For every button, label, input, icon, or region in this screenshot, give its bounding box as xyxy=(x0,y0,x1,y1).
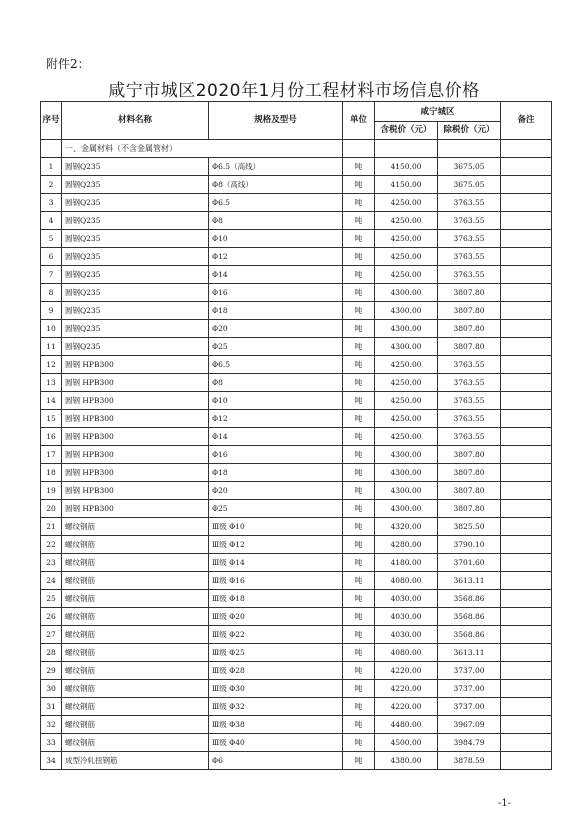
table-row xyxy=(41,158,552,176)
table-row xyxy=(41,554,552,572)
cell-price-notax: 3807.80 xyxy=(438,284,501,302)
category-seq-cell xyxy=(41,140,62,158)
cell-seq: 27 xyxy=(41,626,62,644)
table-row xyxy=(41,212,552,230)
cell-seq: 12 xyxy=(41,356,62,374)
cell-price-notax: 3878.59 xyxy=(438,752,501,770)
table-row xyxy=(41,248,552,266)
header-remark: 备注 xyxy=(501,102,552,140)
cell-price-notax: 3763.55 xyxy=(438,374,501,392)
cell-price-tax: 4030.00 xyxy=(375,626,438,644)
cell-unit: 吨 xyxy=(343,572,375,590)
cell-price-tax: 4250.00 xyxy=(375,356,438,374)
cell-unit: 吨 xyxy=(343,554,375,572)
cell-name: 圆钢 HPB300 xyxy=(62,500,209,518)
cell-price-tax: 4300.00 xyxy=(375,464,438,482)
cell-name: 圆钢Q235 xyxy=(62,302,209,320)
cell-price-notax: 3568.86 xyxy=(438,590,501,608)
table-row xyxy=(41,338,552,356)
cell-seq: 6 xyxy=(41,248,62,266)
cell-spec: Φ18 xyxy=(209,302,343,320)
header-seq: 序号 xyxy=(41,102,62,140)
cell-remark xyxy=(501,518,552,536)
cell-unit: 吨 xyxy=(343,266,375,284)
cell-spec: Φ20 xyxy=(209,482,343,500)
table-row xyxy=(41,698,552,716)
cell-seq: 11 xyxy=(41,338,62,356)
cell-unit: 吨 xyxy=(343,464,375,482)
table-row xyxy=(41,482,552,500)
cell-seq: 25 xyxy=(41,590,62,608)
cell-remark xyxy=(501,662,552,680)
table-row xyxy=(41,194,552,212)
category-tax-cell xyxy=(375,140,438,158)
table-row xyxy=(41,464,552,482)
cell-name: 圆钢Q235 xyxy=(62,194,209,212)
cell-price-tax: 4250.00 xyxy=(375,374,438,392)
cell-price-tax: 4250.00 xyxy=(375,428,438,446)
table-row xyxy=(41,374,552,392)
cell-price-tax: 4280.00 xyxy=(375,536,438,554)
cell-name: 螺纹钢筋 xyxy=(62,608,209,626)
cell-remark xyxy=(501,500,552,518)
cell-name: 螺纹钢筋 xyxy=(62,590,209,608)
cell-remark xyxy=(501,176,552,194)
cell-price-tax: 4300.00 xyxy=(375,338,438,356)
table-row xyxy=(41,680,552,698)
table-row xyxy=(41,500,552,518)
cell-name: 螺纹钢筋 xyxy=(62,554,209,572)
cell-price-tax: 4030.00 xyxy=(375,608,438,626)
cell-name: 圆钢 HPB300 xyxy=(62,410,209,428)
cell-spec: Φ10 xyxy=(209,230,343,248)
cell-remark xyxy=(501,572,552,590)
cell-price-tax: 4300.00 xyxy=(375,284,438,302)
cell-name: 螺纹钢筋 xyxy=(62,572,209,590)
cell-spec: Φ16 xyxy=(209,284,343,302)
cell-seq: 30 xyxy=(41,680,62,698)
category-notax-cell xyxy=(438,140,501,158)
cell-unit: 吨 xyxy=(343,518,375,536)
cell-seq: 31 xyxy=(41,698,62,716)
cell-seq: 5 xyxy=(41,230,62,248)
cell-price-notax: 3763.55 xyxy=(438,248,501,266)
cell-unit: 吨 xyxy=(343,698,375,716)
cell-remark xyxy=(501,302,552,320)
table-row xyxy=(41,410,552,428)
cell-price-tax: 4250.00 xyxy=(375,248,438,266)
cell-remark xyxy=(501,158,552,176)
cell-seq: 4 xyxy=(41,212,62,230)
cell-spec: Ⅲ级 Φ16 xyxy=(209,572,343,590)
cell-seq: 19 xyxy=(41,482,62,500)
cell-price-notax: 3737.00 xyxy=(438,662,501,680)
cell-unit: 吨 xyxy=(343,446,375,464)
cell-spec: Φ25 xyxy=(209,338,343,356)
cell-unit: 吨 xyxy=(343,212,375,230)
cell-remark xyxy=(501,554,552,572)
cell-price-tax: 4250.00 xyxy=(375,212,438,230)
cell-price-notax: 3763.55 xyxy=(438,392,501,410)
cell-remark xyxy=(501,212,552,230)
cell-unit: 吨 xyxy=(343,338,375,356)
cell-price-notax: 3737.00 xyxy=(438,680,501,698)
cell-seq: 14 xyxy=(41,392,62,410)
cell-price-notax: 3737.00 xyxy=(438,698,501,716)
table-row xyxy=(41,266,552,284)
cell-price-tax: 4300.00 xyxy=(375,320,438,338)
cell-price-notax: 3763.55 xyxy=(438,266,501,284)
cell-unit: 吨 xyxy=(343,716,375,734)
cell-price-tax: 4250.00 xyxy=(375,392,438,410)
cell-price-tax: 4080.00 xyxy=(375,572,438,590)
cell-seq: 3 xyxy=(41,194,62,212)
cell-price-tax: 4080.00 xyxy=(375,644,438,662)
cell-price-notax: 3790.10 xyxy=(438,536,501,554)
cell-price-tax: 4250.00 xyxy=(375,230,438,248)
cell-price-notax: 3807.80 xyxy=(438,320,501,338)
cell-seq: 34 xyxy=(41,752,62,770)
cell-spec: Φ20 xyxy=(209,320,343,338)
cell-name: 圆钢 HPB300 xyxy=(62,428,209,446)
cell-spec: Ⅲ级 Φ32 xyxy=(209,698,343,716)
cell-price-tax: 4250.00 xyxy=(375,266,438,284)
table-row xyxy=(41,230,552,248)
cell-price-tax: 4380.00 xyxy=(375,752,438,770)
category-label: 一、金属材料（不含金属管材） xyxy=(62,140,343,158)
cell-price-tax: 4300.00 xyxy=(375,482,438,500)
header-name: 材料名称 xyxy=(62,102,209,140)
cell-remark xyxy=(501,536,552,554)
cell-unit: 吨 xyxy=(343,410,375,428)
cell-price-notax: 3967.09 xyxy=(438,716,501,734)
cell-price-notax: 3807.80 xyxy=(438,500,501,518)
cell-price-notax: 3807.80 xyxy=(438,338,501,356)
cell-seq: 18 xyxy=(41,464,62,482)
cell-price-tax: 4500.00 xyxy=(375,734,438,752)
cell-seq: 23 xyxy=(41,554,62,572)
cell-price-tax: 4180.00 xyxy=(375,554,438,572)
cell-price-notax: 3807.80 xyxy=(438,464,501,482)
cell-spec: Φ6.5 xyxy=(209,356,343,374)
header-row-top xyxy=(41,102,552,122)
cell-name: 螺纹钢筋 xyxy=(62,536,209,554)
cell-spec: Ⅲ级 Φ22 xyxy=(209,626,343,644)
cell-remark xyxy=(501,680,552,698)
table-row xyxy=(41,392,552,410)
price-table xyxy=(40,101,552,770)
cell-unit: 吨 xyxy=(343,752,375,770)
cell-unit: 吨 xyxy=(343,662,375,680)
cell-spec: Φ6.5（高线） xyxy=(209,158,343,176)
table-row xyxy=(41,572,552,590)
cell-price-tax: 4300.00 xyxy=(375,446,438,464)
table-row xyxy=(41,536,552,554)
cell-name: 圆钢 HPB300 xyxy=(62,464,209,482)
cell-seq: 21 xyxy=(41,518,62,536)
cell-remark xyxy=(501,716,552,734)
cell-seq: 26 xyxy=(41,608,62,626)
cell-price-notax: 3701.60 xyxy=(438,554,501,572)
cell-name: 螺纹钢筋 xyxy=(62,644,209,662)
cell-spec: Φ16 xyxy=(209,446,343,464)
cell-remark xyxy=(501,608,552,626)
cell-seq: 10 xyxy=(41,320,62,338)
cell-unit: 吨 xyxy=(343,644,375,662)
cell-price-notax: 3763.55 xyxy=(438,212,501,230)
cell-remark xyxy=(501,374,552,392)
table-row xyxy=(41,626,552,644)
cell-spec: Ⅲ级 Φ28 xyxy=(209,662,343,680)
table-row xyxy=(41,428,552,446)
cell-spec: Φ8 xyxy=(209,212,343,230)
cell-unit: 吨 xyxy=(343,428,375,446)
cell-seq: 29 xyxy=(41,662,62,680)
cell-spec: Φ10 xyxy=(209,392,343,410)
cell-price-notax: 3763.55 xyxy=(438,230,501,248)
cell-price-tax: 4150.00 xyxy=(375,176,438,194)
cell-spec: Φ25 xyxy=(209,500,343,518)
cell-price-notax: 3984.79 xyxy=(438,734,501,752)
cell-unit: 吨 xyxy=(343,680,375,698)
cell-unit: 吨 xyxy=(343,608,375,626)
table-row xyxy=(41,752,552,770)
cell-remark xyxy=(501,752,552,770)
cell-remark xyxy=(501,464,552,482)
cell-seq: 33 xyxy=(41,734,62,752)
cell-name: 圆钢 HPB300 xyxy=(62,482,209,500)
cell-name: 圆钢Q235 xyxy=(62,212,209,230)
cell-name: 圆钢Q235 xyxy=(62,266,209,284)
cell-price-tax: 4220.00 xyxy=(375,680,438,698)
cell-price-notax: 3807.80 xyxy=(438,446,501,464)
table-row xyxy=(41,356,552,374)
cell-remark xyxy=(501,446,552,464)
table-body xyxy=(41,140,552,770)
cell-price-notax: 3675.05 xyxy=(438,158,501,176)
cell-unit: 吨 xyxy=(343,536,375,554)
cell-name: 圆钢Q235 xyxy=(62,176,209,194)
cell-name: 圆钢 HPB300 xyxy=(62,392,209,410)
cell-price-tax: 4030.00 xyxy=(375,590,438,608)
cell-price-tax: 4250.00 xyxy=(375,194,438,212)
cell-price-tax: 4300.00 xyxy=(375,302,438,320)
cell-name: 圆钢Q235 xyxy=(62,230,209,248)
cell-unit: 吨 xyxy=(343,302,375,320)
cell-seq: 32 xyxy=(41,716,62,734)
cell-price-notax: 3763.55 xyxy=(438,428,501,446)
cell-seq: 7 xyxy=(41,266,62,284)
cell-name: 成型冷轧扭钢筋 xyxy=(62,752,209,770)
cell-unit: 吨 xyxy=(343,482,375,500)
table-row xyxy=(41,176,552,194)
cell-remark xyxy=(501,392,552,410)
cell-remark xyxy=(501,284,552,302)
cell-spec: Ⅲ级 Φ40 xyxy=(209,734,343,752)
cell-seq: 2 xyxy=(41,176,62,194)
cell-unit: 吨 xyxy=(343,320,375,338)
cell-seq: 22 xyxy=(41,536,62,554)
cell-name: 螺纹钢筋 xyxy=(62,734,209,752)
cell-remark xyxy=(501,590,552,608)
cell-seq: 24 xyxy=(41,572,62,590)
cell-price-notax: 3763.55 xyxy=(438,410,501,428)
table-row xyxy=(41,644,552,662)
header-region: 咸宁城区 xyxy=(375,102,501,122)
cell-remark xyxy=(501,734,552,752)
cell-price-notax: 3807.80 xyxy=(438,302,501,320)
cell-name: 螺纹钢筋 xyxy=(62,518,209,536)
header-unit: 单位 xyxy=(343,102,375,140)
cell-seq: 20 xyxy=(41,500,62,518)
cell-seq: 1 xyxy=(41,158,62,176)
cell-unit: 吨 xyxy=(343,374,375,392)
cell-spec: Φ14 xyxy=(209,266,343,284)
cell-remark xyxy=(501,428,552,446)
cell-spec: Φ12 xyxy=(209,248,343,266)
cell-price-tax: 4150.00 xyxy=(375,158,438,176)
cell-name: 螺纹钢筋 xyxy=(62,662,209,680)
table-row xyxy=(41,590,552,608)
cell-unit: 吨 xyxy=(343,734,375,752)
cell-unit: 吨 xyxy=(343,590,375,608)
cell-price-tax: 4250.00 xyxy=(375,410,438,428)
cell-remark xyxy=(501,644,552,662)
category-remark-cell xyxy=(501,140,552,158)
cell-seq: 8 xyxy=(41,284,62,302)
cell-remark xyxy=(501,338,552,356)
cell-remark xyxy=(501,482,552,500)
cell-unit: 吨 xyxy=(343,356,375,374)
cell-spec: Φ14 xyxy=(209,428,343,446)
cell-price-notax: 3807.80 xyxy=(438,482,501,500)
header-price-tax: 含税价（元） xyxy=(375,122,438,140)
cell-price-notax: 3763.55 xyxy=(438,194,501,212)
cell-name: 圆钢Q235 xyxy=(62,320,209,338)
cell-price-notax: 3763.55 xyxy=(438,356,501,374)
cell-seq: 16 xyxy=(41,428,62,446)
cell-name: 圆钢 HPB300 xyxy=(62,446,209,464)
cell-unit: 吨 xyxy=(343,392,375,410)
cell-price-notax: 3825.50 xyxy=(438,518,501,536)
cell-name: 螺纹钢筋 xyxy=(62,698,209,716)
cell-spec: Φ6.5 xyxy=(209,194,343,212)
category-row xyxy=(41,140,552,158)
cell-unit: 吨 xyxy=(343,626,375,644)
cell-price-notax: 3568.86 xyxy=(438,608,501,626)
cell-name: 螺纹钢筋 xyxy=(62,626,209,644)
cell-remark xyxy=(501,410,552,428)
cell-unit: 吨 xyxy=(343,248,375,266)
cell-name: 圆钢 HPB300 xyxy=(62,374,209,392)
cell-price-notax: 3613.11 xyxy=(438,572,501,590)
cell-seq: 13 xyxy=(41,374,62,392)
cell-price-notax: 3568.86 xyxy=(438,626,501,644)
cell-price-tax: 4220.00 xyxy=(375,698,438,716)
header-spec: 规格及型号 xyxy=(209,102,343,140)
cell-remark xyxy=(501,266,552,284)
cell-spec: Φ18 xyxy=(209,464,343,482)
cell-remark xyxy=(501,356,552,374)
cell-spec: Φ8（高线） xyxy=(209,176,343,194)
cell-seq: 28 xyxy=(41,644,62,662)
cell-price-notax: 3675.05 xyxy=(438,176,501,194)
cell-price-tax: 4480.00 xyxy=(375,716,438,734)
document-title: 咸宁市城区2020年1月份工程材料市场信息价格 xyxy=(108,81,480,101)
table-row xyxy=(41,446,552,464)
cell-spec: Ⅲ级 Φ10 xyxy=(209,518,343,536)
cell-price-notax: 3613.11 xyxy=(438,644,501,662)
cell-name: 圆钢Q235 xyxy=(62,284,209,302)
cell-spec: Ⅲ级 Φ25 xyxy=(209,644,343,662)
cell-spec: Ⅲ级 Φ30 xyxy=(209,680,343,698)
cell-unit: 吨 xyxy=(343,194,375,212)
page-number: -1- xyxy=(498,798,512,809)
cell-spec: Ⅲ级 Φ18 xyxy=(209,590,343,608)
table-row xyxy=(41,518,552,536)
cell-name: 螺纹钢筋 xyxy=(62,680,209,698)
cell-spec: Ⅲ级 Φ20 xyxy=(209,608,343,626)
cell-remark xyxy=(501,320,552,338)
cell-unit: 吨 xyxy=(343,230,375,248)
cell-unit: 吨 xyxy=(343,284,375,302)
cell-name: 圆钢Q235 xyxy=(62,338,209,356)
table-row xyxy=(41,716,552,734)
cell-spec: Φ12 xyxy=(209,410,343,428)
cell-seq: 9 xyxy=(41,302,62,320)
table-row xyxy=(41,608,552,626)
table-row xyxy=(41,320,552,338)
cell-name: 圆钢Q235 xyxy=(62,248,209,266)
cell-seq: 15 xyxy=(41,410,62,428)
category-unit-cell xyxy=(343,140,375,158)
cell-remark xyxy=(501,194,552,212)
cell-unit: 吨 xyxy=(343,500,375,518)
cell-remark xyxy=(501,698,552,716)
cell-remark xyxy=(501,248,552,266)
table-row xyxy=(41,734,552,752)
table-row xyxy=(41,302,552,320)
cell-name: 圆钢Q235 xyxy=(62,158,209,176)
cell-spec: Ⅲ级 Φ14 xyxy=(209,554,343,572)
cell-price-tax: 4300.00 xyxy=(375,500,438,518)
cell-unit: 吨 xyxy=(343,158,375,176)
cell-spec: Φ6 xyxy=(209,752,343,770)
cell-spec: Ⅲ级 Φ12 xyxy=(209,536,343,554)
cell-price-tax: 4220.00 xyxy=(375,662,438,680)
cell-remark xyxy=(501,230,552,248)
cell-spec: Ⅲ级 Φ38 xyxy=(209,716,343,734)
cell-name: 圆钢 HPB300 xyxy=(62,356,209,374)
cell-remark xyxy=(501,626,552,644)
cell-unit: 吨 xyxy=(343,176,375,194)
attachment-label: 附件2： xyxy=(46,57,90,71)
cell-spec: Φ8 xyxy=(209,374,343,392)
table-row xyxy=(41,662,552,680)
cell-seq: 17 xyxy=(41,446,62,464)
cell-price-tax: 4320.00 xyxy=(375,518,438,536)
cell-name: 螺纹钢筋 xyxy=(62,716,209,734)
header-price-notax: 除税价（元） xyxy=(438,122,501,140)
table-row xyxy=(41,284,552,302)
